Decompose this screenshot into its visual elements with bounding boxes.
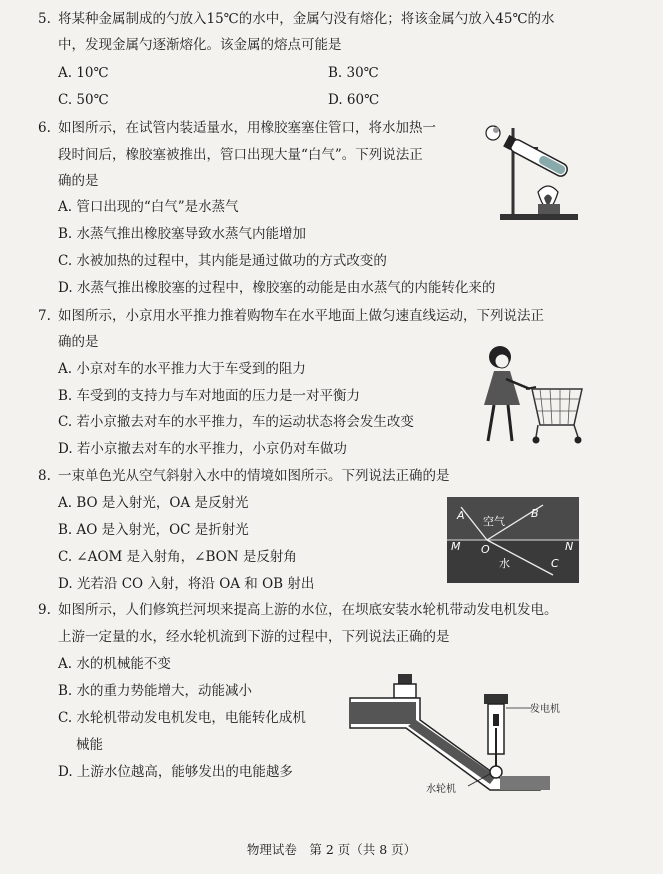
label-c: C [551,557,559,570]
label-m: M [451,540,461,553]
question-stem-line: 上游一定量的水，经水轮机流到下游的过程中，下列说法正确的是 [58,629,450,645]
option-c: C. ∠AOM 是入射角，∠BON 是反射角 [58,549,297,565]
option-c: C. 若小京撤去对车的水平推力，车的运动状态将会发生改变 [58,414,414,430]
option-b: B. 车受到的支持力与车对地面的压力是一对平衡力 [58,388,361,404]
option-c: C. 水轮机带动发电机发电，电能转化成机 [58,710,306,726]
label-water: 水 [499,557,510,570]
option-c: C. 水被加热的过程中，其内能是通过做功的方式改变的 [58,253,387,269]
option-a: A. 小京对车的水平推力大于车受到的阻力 [58,361,306,377]
option-b: B. 30℃ [328,65,379,81]
question-stem-line: 如图所示，在试管内装适量水，用橡胶塞塞住管口，将水加热一 [58,120,436,136]
label-turbine: 水轮机 [426,784,456,795]
option-a: A. BO 是入射光，OA 是反射光 [58,495,249,511]
option-d: D. 60℃ [328,92,380,108]
option-c: C. 50℃ [58,92,109,108]
question-number: 7. [38,308,51,324]
label-b: B [531,507,539,520]
option-b: B. 水的重力势能增大，动能减小 [58,683,253,699]
option-c-continued: 械能 [76,737,103,753]
question-stem-line: 如图所示，人们修筑拦河坝来提高上游的水位，在坝底安装水轮机带动发电机发电。 [58,602,558,618]
label-air: 空气 [483,515,505,528]
option-d: D. 若小京撤去对车的水平推力，小京仍对车做功 [58,441,347,457]
label-n: N [565,540,574,553]
question-stem-line: 如图所示，小京用水平推力推着购物车在水平地面上做匀速直线运动，下列说法正 [58,308,544,324]
option-d: D. 水蒸气推出橡胶塞的过程中，橡胶塞的动能是由水蒸气的内能转化来的 [58,280,496,296]
dam-figure [350,668,560,796]
label-a: A [457,509,465,522]
option-b: B. AO 是入射光，OC 是折射光 [58,522,249,538]
option-b: B. 水蒸气推出橡胶塞导致水蒸气内能增加 [58,226,307,242]
question-stem-line: 段时间后，橡胶塞被推出，管口出现大量“白气”。下列说法正 [58,147,423,163]
question-number: 6. [38,120,51,136]
shopping-cart-figure [470,343,590,448]
test-tube-figure [478,118,586,226]
label-generator: 发电机 [530,704,560,715]
question-stem-line: 中，发现金属勺逐渐熔化。该金属的熔点可能是 [58,37,342,53]
question-stem-line: 确的是 [58,334,99,350]
option-a: A. 管口出现的“白气”是水蒸气 [58,199,239,215]
refraction-figure [447,497,579,583]
question-stem-line: 将某种金属制成的勺放入15℃的水中，金属勺没有熔化；将该金属勺放入45℃的水 [58,11,555,27]
option-d: D. 光若沿 CO 入射，将沿 OA 和 OB 射出 [58,576,315,592]
question-number: 9. [38,602,51,618]
question-number: 5. [38,11,51,27]
page-footer: 物理试卷 第 2 页（共 8 页） [246,842,417,857]
question-stem-line: 一束单色光从空气斜射入水中的情境如图所示。下列说法正确的是 [58,468,450,484]
option-a: A. 水的机械能不变 [58,656,171,672]
label-o: O [481,543,490,556]
option-d: D. 上游水位越高，能够发出的电能越多 [58,764,293,780]
option-a: A. 10℃ [58,65,109,81]
question-number: 8. [38,468,51,484]
question-stem-line: 确的是 [58,173,99,189]
